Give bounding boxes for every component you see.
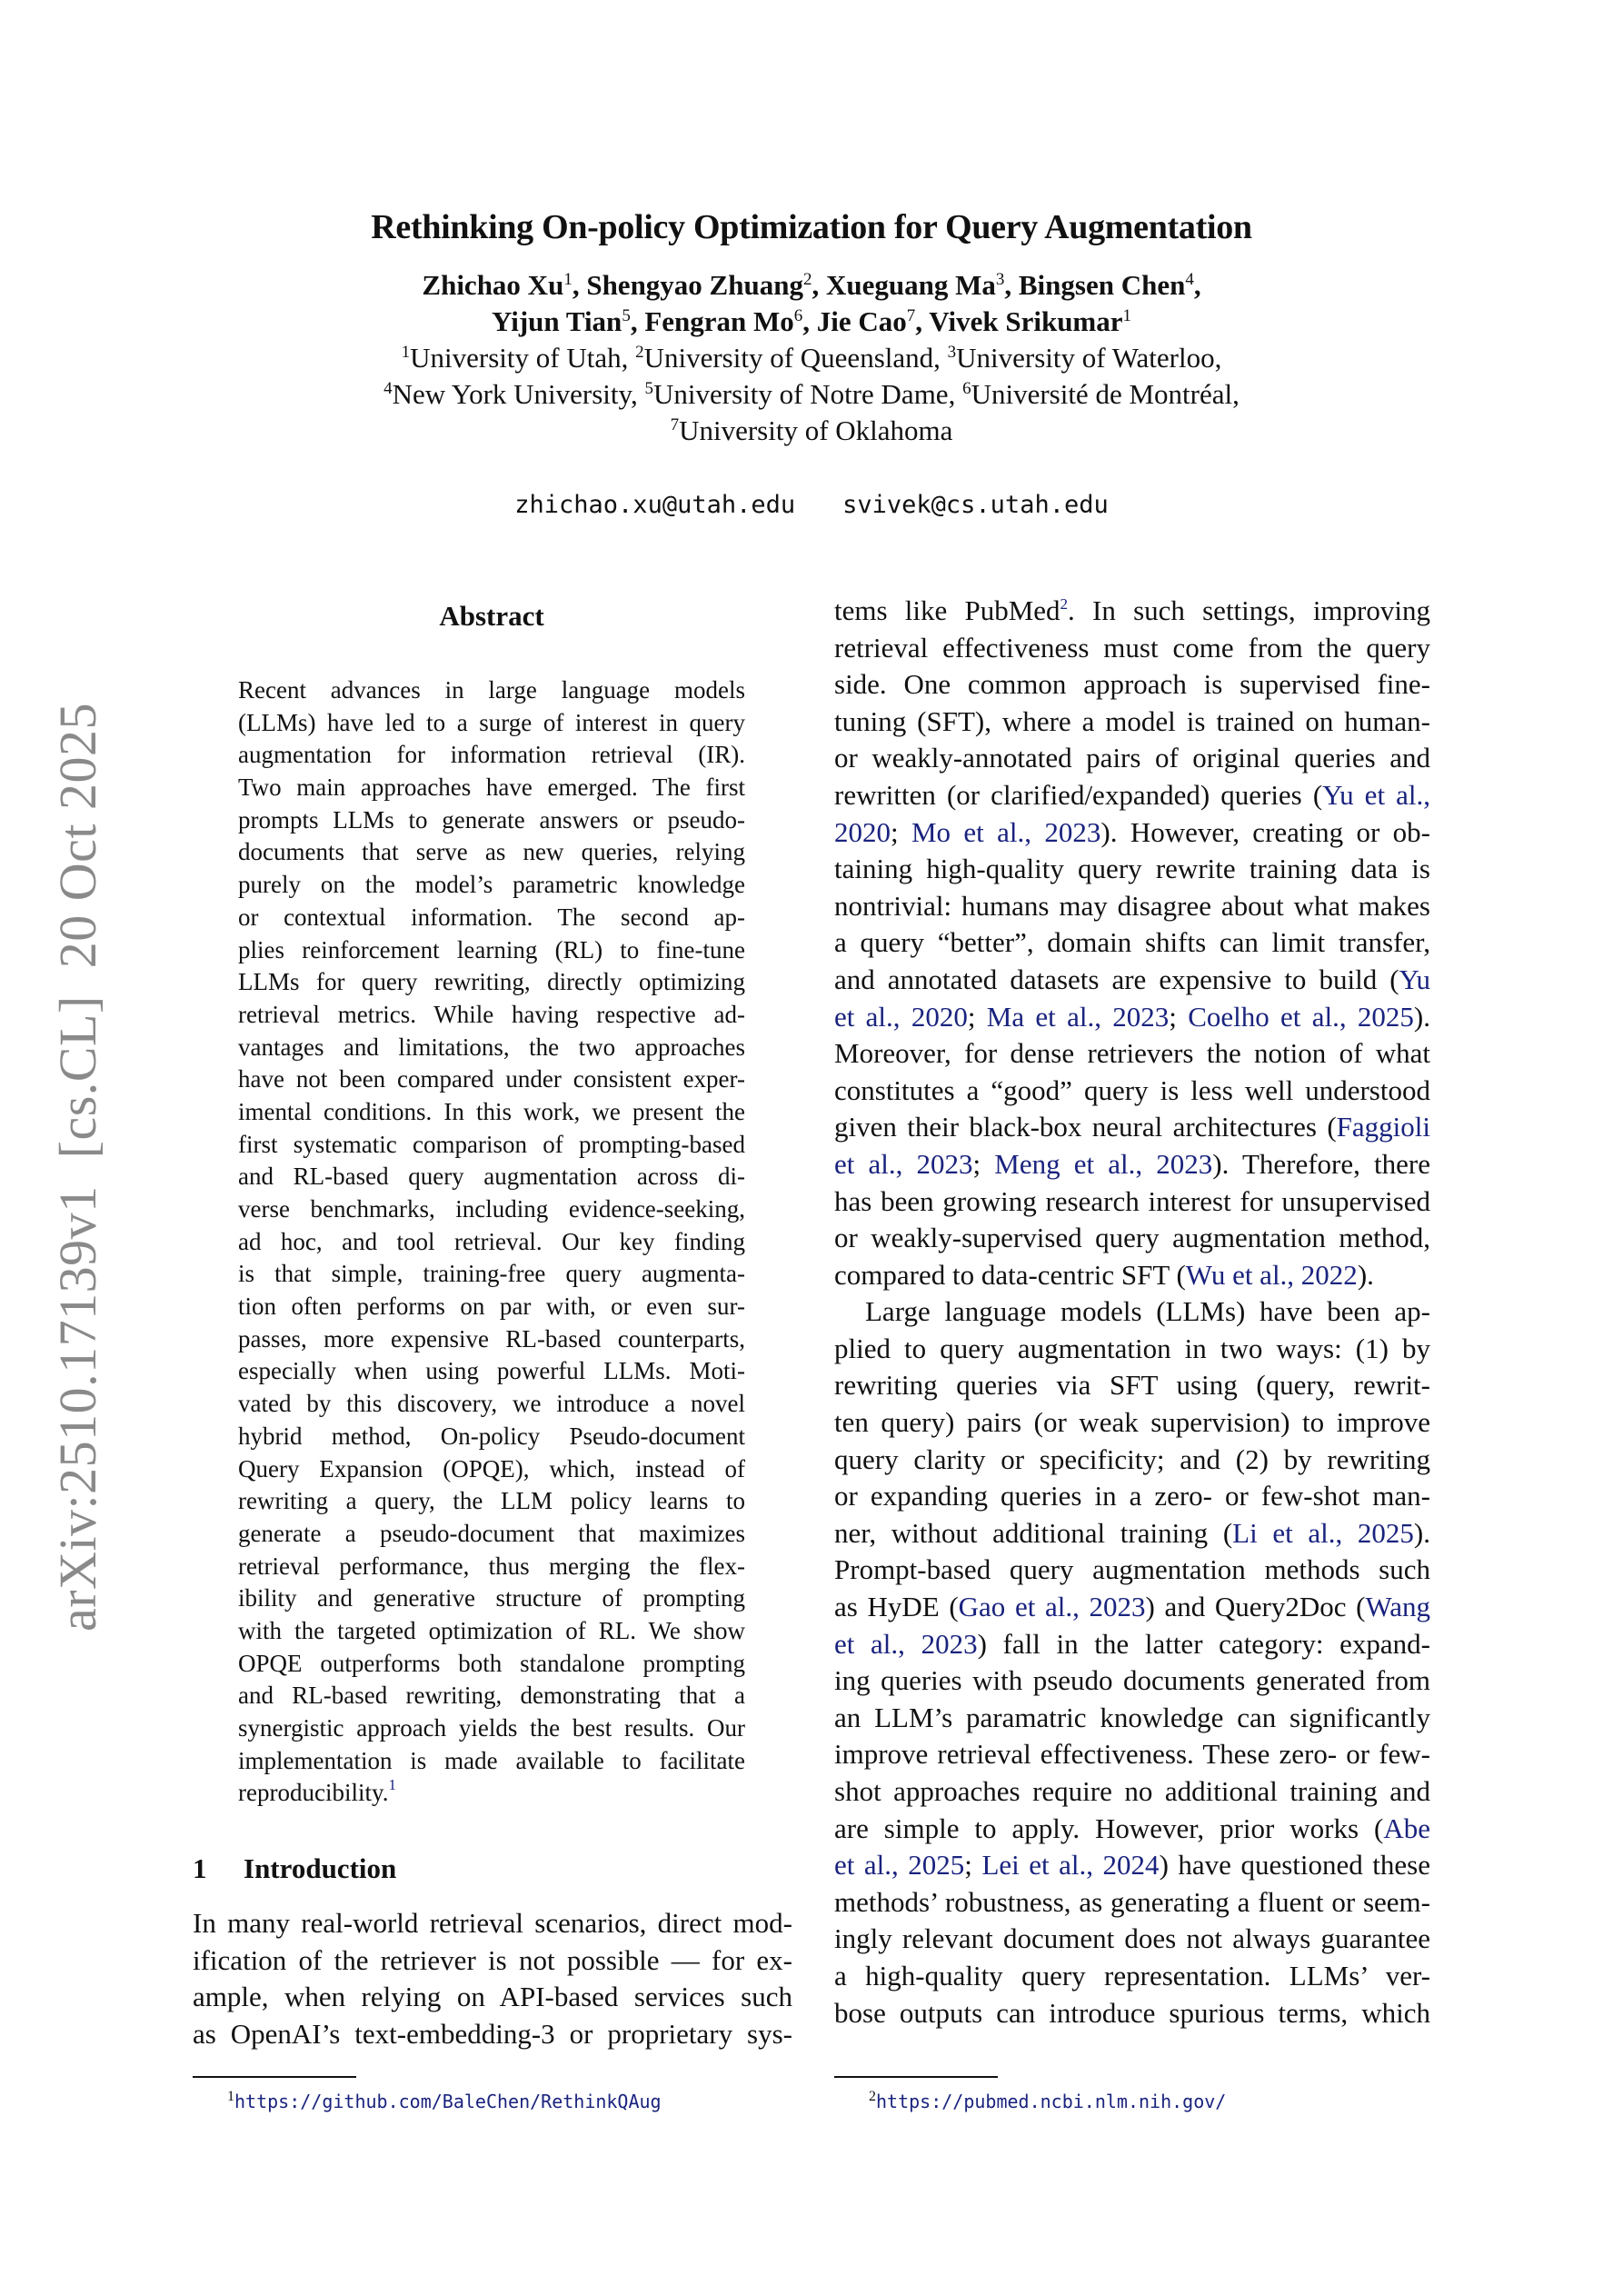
abstract-line: is that simple, training-free query augmenta- [238, 1260, 745, 1288]
intro-line: an LLM’s paramatric knowledge can significantly [834, 1701, 1430, 1733]
author-line-2: Yijun Tian$^5$, Fengran Mo$^6$, Jie Cao$^7$, Vivek Srikumar$^1$ [491, 305, 1132, 337]
affiliation-number: 5 [644, 379, 654, 398]
abstract-line: generate a pseudo-document that maximizes [238, 1519, 745, 1547]
abstract-line: synergistic approach yields the best results. Our [238, 1714, 745, 1742]
author-name: Bingsen Chen [1018, 269, 1186, 301]
section-heading [193, 1852, 396, 1885]
affiliation-number: 2 [635, 343, 644, 362]
intro-line: query clarity or specificity; and (2) by rewriting [834, 1442, 1430, 1475]
abstract-line: retrieval metrics. While having respective ad- [238, 1000, 745, 1028]
abstract-line: passes, more expensive RL-based counterparts, [238, 1324, 745, 1353]
intro-line: as OpenAI’s text-embedding-3 or proprietary sys- [193, 2017, 792, 2050]
abstract-line: retrieval performance, thus merging the flex- [238, 1552, 745, 1580]
intro-line: et al., 2023; Meng et al., 2023). Therefore, there [834, 1147, 1430, 1180]
footnote-rule [834, 2076, 998, 2078]
citation-link[interactable]: Lei et al., 2024 [981, 1849, 1160, 1882]
intro-line: Prompt-based query augmentation methods such [834, 1553, 1430, 1586]
abstract-line: vated by this discovery, we introduce a novel [238, 1390, 745, 1418]
abstract-line: have not been compared under consistent exper- [238, 1065, 745, 1093]
intro-line: tuning (SFT), where a model is trained on human- [834, 704, 1430, 737]
citation-link[interactable]: et al., 2020 [834, 1000, 968, 1033]
citation-link[interactable]: Gao et al., 2023 [958, 1591, 1146, 1623]
intro-line: or weakly-supervised query augmentation method, [834, 1222, 1430, 1254]
abstract-line: OPQE outperforms both standalone prompting [238, 1649, 745, 1677]
citation-link[interactable]: Meng et al., 2023 [994, 1147, 1213, 1180]
abstract-line: Query Expansion (OPQE), which, instead of [238, 1454, 745, 1482]
author-name: Xueguang Ma [825, 269, 996, 301]
abstract-line: prompts LLMs to generate answers or pseudo- [238, 805, 745, 834]
citation-link[interactable]: Wu et al., 2022 [1185, 1258, 1358, 1291]
intro-line: rewriting queries via SFT using (query, rewrit- [834, 1369, 1430, 1402]
abstract-line: augmentation for information retrieval (IR). [238, 741, 745, 769]
intro-line: bose outputs can introduce spurious terms, which [834, 1996, 1430, 2029]
abstract-line: LLMs for query rewriting, directly optimizing [238, 968, 745, 996]
section-title: Introduction [244, 1852, 397, 1884]
citation-link[interactable]: Faggioli [1336, 1111, 1430, 1143]
intro-line: retrieval effectiveness must come from the query [834, 631, 1430, 664]
abstract-line: Two main approaches have emerged. The first [238, 774, 745, 802]
section-number: 1 [193, 1852, 207, 1884]
intro-line: ingly relevant document does not always guarantee [834, 1922, 1430, 1955]
footnote-2 [869, 2091, 1226, 2112]
abstract-line: vantages and limitations, the two approaches [238, 1033, 745, 1061]
author-line-1: Zhichao Xu$^1$, Shengyao Zhuang$^2$, Xueguang Ma$^3$, Bingsen Chen$^4$, [422, 269, 1201, 301]
intro-line: rewritten (or clarified/expanded) queries (Yu et al., [834, 778, 1430, 811]
abstract-line: ibility and generative structure of prompting [238, 1584, 745, 1612]
affiliation-name: University of Oklahoma [679, 414, 953, 446]
intro-line: et al., 2020; Ma et al., 2023; Coelho et al., 2025). [834, 1000, 1430, 1033]
footnote-link[interactable]: https://pubmed.ncbi.nlm.nih.gov/ [876, 2091, 1227, 2112]
affiliation-marker: 1 [1122, 306, 1132, 325]
footnote-number: 1 [227, 2089, 234, 2104]
intro-line: given their black-box neural architectures (Faggioli [834, 1111, 1430, 1143]
intro-line: plied to query augmentation in two ways: (1) by [834, 1332, 1430, 1364]
intro-right-column [834, 593, 1430, 2031]
citation-link[interactable]: Wang [1365, 1591, 1431, 1623]
affiliation-name: New York University [392, 378, 632, 410]
citation-link[interactable]: et al., 2025 [834, 1849, 965, 1882]
footnote-marker[interactable]: 1 [388, 1776, 396, 1794]
abstract-line: and RL-based query augmentation across di- [238, 1163, 745, 1191]
intro-line: et al., 2023) fall in the latter category: expand- [834, 1627, 1431, 1660]
affiliation-name: University of Queensland [643, 342, 934, 374]
intro-line: methods’ robustness, as generating a fluent or seem- [834, 1885, 1430, 1918]
paper-title: Rethinking On-policy Optimization for Query Augmentation [371, 208, 1252, 246]
intro-line: ing queries with pseudo documents generated from [834, 1664, 1430, 1697]
affiliation-name: University of Utah [410, 342, 622, 374]
footnote-rule [193, 2076, 356, 2078]
intro-line: taining high-quality query rewrite training data is [834, 853, 1430, 885]
citation-link[interactable]: Ma et al., 2023 [986, 1000, 1170, 1033]
citation-link[interactable]: et al., 2023 [834, 1147, 973, 1180]
citation-link[interactable]: Yu [1399, 963, 1430, 995]
affiliation-number: 3 [947, 343, 957, 362]
affiliation-marker: 3 [995, 270, 1005, 289]
author-name: Fengran Mo [644, 305, 794, 337]
author-name: Zhichao Xu [422, 269, 564, 301]
author-emails [0, 491, 1623, 519]
intro-line: et al., 2025; Lei et al., 2024) have questioned these [834, 1849, 1430, 1882]
intro-line: a query “better”, domain shifts can limit transfer, [834, 926, 1430, 959]
citation-link[interactable]: Yu et al., [1322, 778, 1430, 811]
abstract-line: especially when using powerful LLMs. Moti- [238, 1357, 745, 1385]
intro-line: Large language models (LLMs) have been ap- [865, 1295, 1430, 1328]
affiliation-marker: 6 [793, 306, 803, 325]
abstract-line: with the targeted optimization of RL. We show [238, 1616, 745, 1644]
footnote-marker[interactable]: 2 [1060, 595, 1069, 613]
citation-link[interactable]: Mo et al., 2023 [911, 815, 1101, 848]
citation-link[interactable]: Coelho et al., 2025 [1188, 1000, 1414, 1033]
affiliation-number: 7 [670, 415, 680, 434]
footnote-1 [227, 2091, 662, 2112]
affiliation-marker: 7 [906, 306, 916, 325]
abstract-line: verse benchmarks, including evidence-seeking, [238, 1195, 745, 1223]
affiliation-name: University of Notre Dame [653, 378, 949, 410]
citation-link[interactable]: 2020 [834, 815, 891, 848]
author-name: Vivek Srikumar [929, 305, 1123, 337]
intro-line: constitutes a “good” query is less well understood [834, 1073, 1430, 1106]
abstract-line: and RL-based rewriting, demonstrating that a [238, 1682, 745, 1710]
abstract-line: plies reinforcement learning (RL) to fine-tune [238, 935, 745, 963]
footnote-number: 2 [869, 2089, 876, 2104]
intro-line: and annotated datasets are expensive to build (Yu [834, 963, 1430, 995]
abstract-line: Recent advances in large language models [238, 676, 745, 704]
affiliation-name: University of Waterloo [956, 342, 1215, 374]
intro-line: ner, without additional training (Li et al., 2025). [834, 1516, 1430, 1549]
affiliation-line-3 [0, 414, 1623, 447]
intro-line: ten query) pairs (or weak supervision) to improve [834, 1406, 1430, 1439]
abstract-line: ad hoc, and tool retrieval. Our key finding [238, 1227, 745, 1255]
citation-link[interactable]: et al., 2023 [834, 1627, 978, 1660]
citation-link[interactable]: Li et al., 2025 [1232, 1516, 1414, 1549]
intro-line: or weakly-annotated pairs of original queries and [834, 742, 1430, 774]
arxiv-identifier-stamp: arXiv:2510.17139v1 [cs.CL] 20 Oct 2025 [48, 703, 107, 1632]
abstract-line: purely on the model’s parametric knowledge [238, 871, 745, 899]
abstract-line: implementation is made available to facilitate [238, 1746, 745, 1774]
intro-line: improve retrieval effectiveness. These zero- or few- [834, 1738, 1430, 1771]
intro-line: shot approaches require no additional training and [834, 1775, 1430, 1807]
intro-line: tems like PubMed$^2$. In such settings, improving [834, 594, 1430, 626]
intro-line: In many real-world retrieval scenarios, direct mod- [193, 1907, 792, 1939]
abstract-line: first systematic comparison of prompting-based [238, 1130, 745, 1158]
intro-line: or expanding queries in a zero- or few-shot man- [834, 1480, 1430, 1512]
intro-line: Moreover, for dense retrievers the notion of what [834, 1037, 1430, 1070]
abstract-line: documents that serve as new queries, relying [238, 838, 745, 866]
abstract-line: or contextual information. The second ap- [238, 903, 745, 931]
affiliation-name: Université de Montréal [971, 378, 1233, 410]
affiliation-line-1: $^1$University of Utah, $^2$University of Queensland, $^3$University of Waterloo, [401, 342, 1222, 374]
abstract-heading: Abstract [439, 600, 544, 632]
affiliation-number: 1 [401, 343, 411, 362]
abstract-line: imental conditions. In this work, we present the [238, 1097, 745, 1125]
author-name: Jie Cao [816, 305, 907, 337]
author-name: Shengyao Zhuang [586, 269, 803, 301]
intro-line: compared to data-centric SFT (Wu et al., 2022). [834, 1258, 1374, 1291]
abstract-line: hybrid method, On-policy Pseudo-document [238, 1422, 745, 1450]
citation-link[interactable]: Abe [1383, 1812, 1430, 1844]
footnote-link[interactable]: https://github.com/BaleChen/RethinkQAug [234, 2091, 662, 2112]
abstract-line: rewriting a query, the LLM policy learns to [238, 1487, 745, 1515]
intro-line: ification of the retriever is not possible — for ex- [193, 1943, 792, 1976]
abstract-line: tion often performs on par with, or even sur- [238, 1293, 745, 1321]
affiliation-number: 6 [962, 379, 971, 398]
intro-line: side. One common approach is supervised fine- [834, 668, 1430, 701]
email-link[interactable]: svivek@cs.utah.edu [842, 491, 1109, 519]
intro-line: a high-quality query representation. LLMs’ ver- [834, 1959, 1430, 1992]
affiliation-marker: 4 [1185, 270, 1194, 289]
email-link[interactable]: zhichao.xu@utah.edu [514, 491, 796, 519]
intro-line: as HyDE (Gao et al., 2023) and Query2Doc (Wang [834, 1591, 1431, 1623]
abstract-line: (LLMs) have led to a surge of interest in query [238, 708, 745, 736]
affiliation-line-2: $^4$New York University, $^5$University of Notre Dame, $^6$Université de Montréal, [383, 378, 1240, 410]
affiliation-marker: 1 [563, 270, 573, 289]
affiliation-marker: 5 [622, 306, 631, 325]
intro-line: 2020; Mo et al., 2023). However, creating or ob- [834, 815, 1431, 848]
affiliation-number: 4 [383, 379, 393, 398]
abstract-line: reproducibility.$^1$ [238, 1776, 396, 1807]
abstract-body [238, 674, 745, 1810]
intro-line: has been growing research interest for unsupervised [834, 1184, 1430, 1217]
intro-left-column [193, 1905, 792, 2052]
intro-line: are simple to apply. However, prior works (Abe [834, 1812, 1430, 1844]
affiliation-marker: 2 [802, 270, 812, 289]
intro-line: ample, when relying on API-based services such [193, 1981, 792, 2013]
intro-line: nontrivial: humans may disagree about what makes [834, 889, 1430, 922]
author-name: Yijun Tian [491, 305, 622, 337]
